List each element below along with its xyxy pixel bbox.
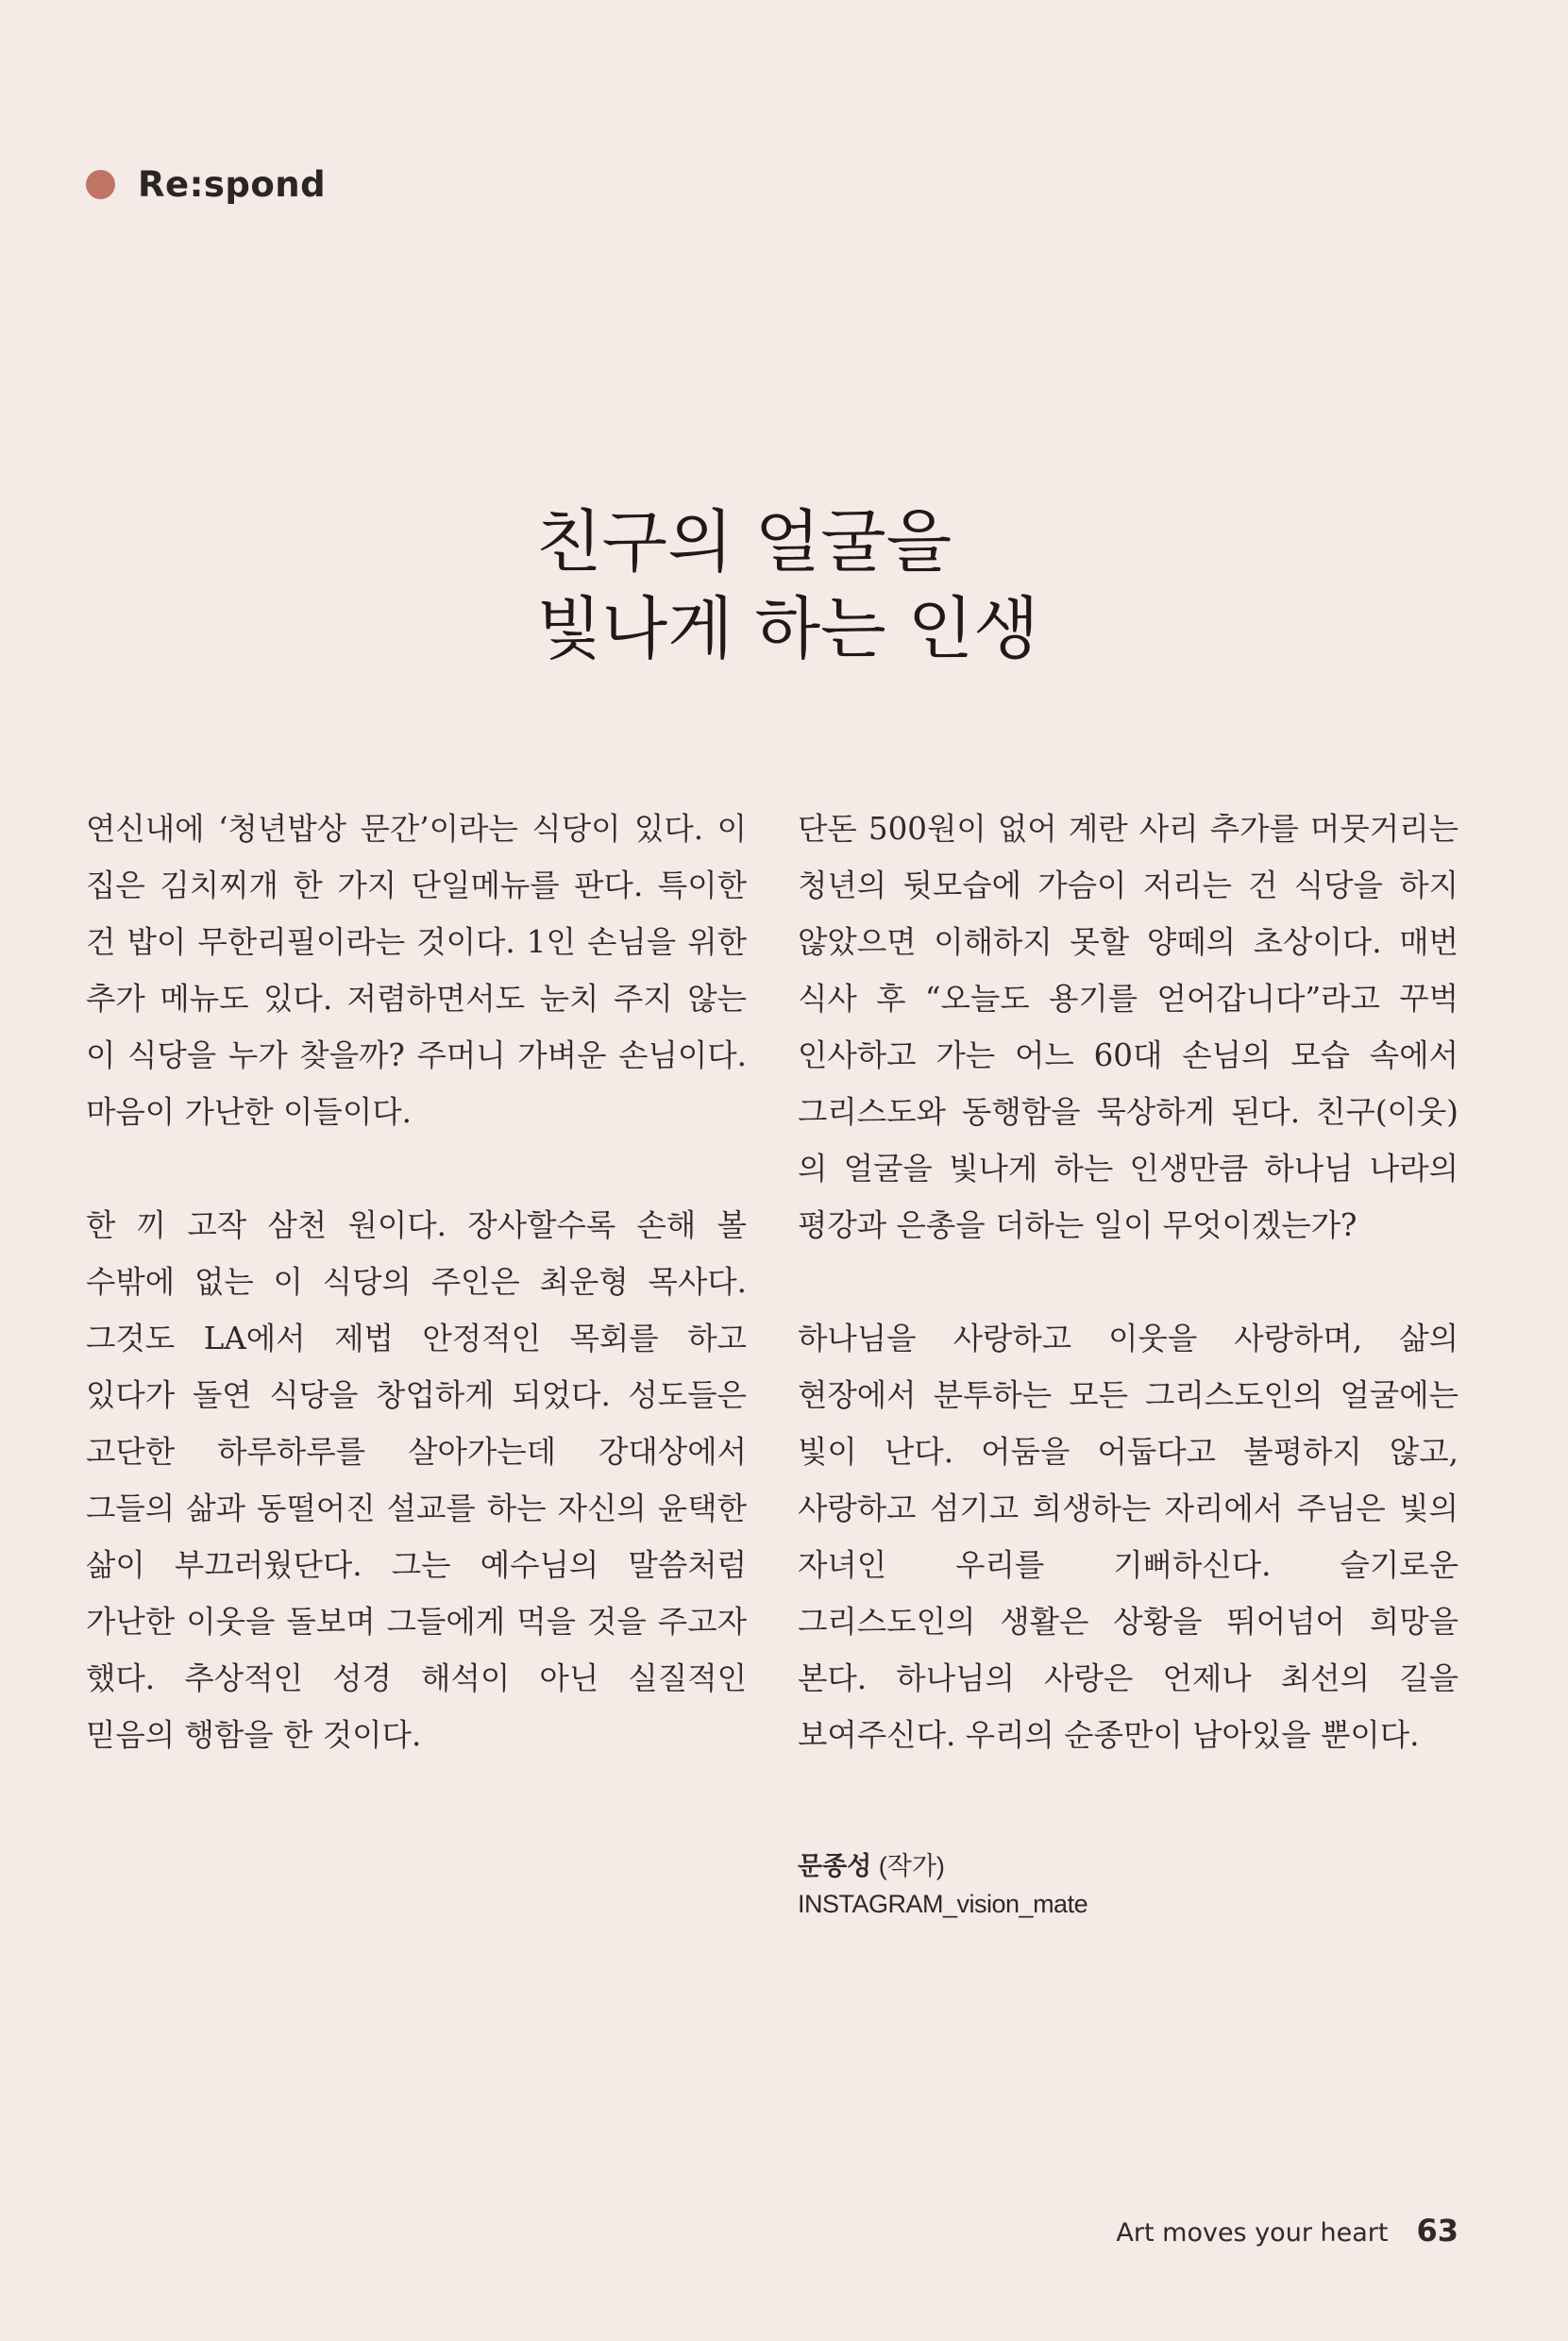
article-column-right [798, 800, 1458, 1763]
author-instagram: INSTAGRAM_vision_mate [798, 1890, 1088, 1918]
author-byline [798, 1847, 1087, 1923]
section-header [86, 160, 326, 208]
paragraph: 한 끼 고작 삼천 원이다. 장사할수록 손해 볼 수밖에 없는 이 식당의 주인은 최운형 목사다. 그것도 LA에서 제법 안정적인 목회를 하고 있다가 돌연 식당을 창업하게 되었다. 성도들은 고단한 하루하루를 살아가는데 강대상에서 그들의 삶과 동떨어진 설교를 하는 자신의 윤택한 삶이 부끄러웠단다. 그는 예수님의 말씀처럼 가난한 이웃을 돌보며 그들에게 먹을 것을 주고자 했다. 추상적인 성경 해석이 아닌 실질적인 믿음의 행함을 한 것이다. [86, 1207, 747, 1753]
paragraph: 하나님을 사랑하고 이웃을 사랑하며, 삶의 현장에서 분투하는 모든 그리스도인의 얼굴에는 빛이 난다. 어둠을 어둡다고 불평하지 않고, 사랑하고 섬기고 희생하는 자리에서 주님은 빛의 자녀인 우리를 기뻐하신다. 슬기로운 그리스도인의 생활은 상황을 뛰어넘어 희망을 본다. 하나님의 사랑은 언제나 최선의 길을 보여주신다. 우리의 순종만이 남아있을 뿐이다. [798, 1321, 1458, 1753]
section-label: Re:spond [138, 163, 327, 205]
article-title-line-2: 빛나게 하는 인생 [536, 589, 1039, 668]
section-dot-icon [86, 170, 115, 199]
paragraph: 단돈 500원이 없어 계란 사리 추가를 머뭇거리는 청년의 뒷모습에 가슴이 저리는 건 식당을 하지 않았으면 이해하지 못할 양떼의 초상이다. 매번 식사 후 “오늘도 용기를 얻어갑니다”라고 꾸벅 인사하고 가는 어느 60대 손님의 모습 속에서 그리스도와 동행함을 묵상하게 된다. 친구(이웃)의 얼굴을 빛나게 하는 인생만큼 하나님 나라의 평강과 은총을 더하는 일이 무엇이겠는가? [798, 811, 1458, 1243]
page-footer [1116, 2213, 1458, 2248]
footer-tagline: Art moves your heart [1116, 2218, 1389, 2248]
article-column-left [86, 800, 747, 1763]
author-name: 문종성 [798, 1852, 872, 1880]
page-number: 63 [1416, 2213, 1458, 2248]
author-role: (작가) [878, 1852, 945, 1880]
paragraph: 연신내에 ‘청년밥상 문간’이라는 식당이 있다. 이 집은 김치찌개 한 가지 단일메뉴를 판다. 특이한 건 밥이 무한리필이라는 것이다. 1인 손님을 위한 추가 메뉴도 있다. 저렴하면서도 눈치 주지 않는 이 식당을 누가 찾을까? 주머니 가벼운 손님이다. 마음이 가난한 이들이다. [86, 811, 747, 1130]
article-title-line-1: 친구의 얼굴을 [536, 502, 953, 581]
article-title [536, 498, 1197, 672]
